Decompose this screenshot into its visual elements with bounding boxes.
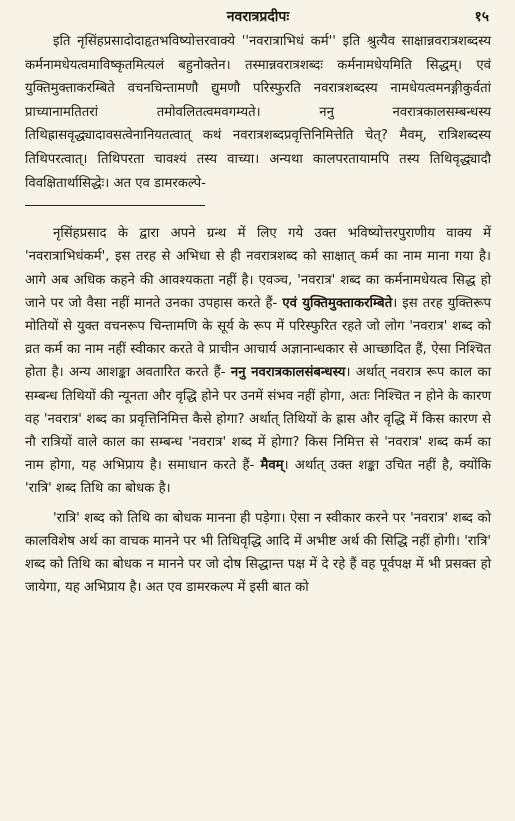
text-run: । अर्थात् नवरात्र रूप काल का सम्बन्ध तिथियों की न्यूनता और वृद्धि होने पर उनमें संभव नहीं होगा, अतः निश्चित न होने के कारण वह 'नवरात्र' शब्द का प्रवृत्तिनिमित्त कैसे होगा? अर्थात् तिथियों के ह्रास और वृद्धि में किस कारण से नौ रात्रियों वाले काल का सम्बन्ध 'नवरात्र' शब्द में होगा? किस निमित्त से 'नवरात्र' शब्द कर्म का नाम होगा, यह अभिप्राय है। समाधान करते हैं- (25, 365, 491, 474)
hindi-paragraph-1 (25, 222, 491, 500)
hindi-paragraph-2 (25, 507, 491, 600)
text-run: 'रात्रि' शब्द को तिथि का बोधक मानना ही पड़ेगा। ऐसा न स्वीकार करने पर 'नवरात्र' शब्द को कालविशेष अर्थ का वाचक मानने पर भी तिथिवृद्धि आदि में अभीष्ट अर्थ की सिद्धि नहीं होगी। 'रात्रि' शब्द को तिथि का बोधक न मानने पर जो दोष सिद्धान्त पक्ष में दे रहे हैं वह पूर्वपक्ष में भी प्रसक्त हो जायेगा, यह अभिप्राय है। अत एव डामरकल्प में इसी बात को (25, 510, 491, 596)
sanskrit-paragraph (25, 30, 491, 195)
sanskrit-text-run: इति नृसिंहप्रसादोदाहृतभविष्योत्तरवाक्ये ''नवरात्राभिधं कर्म'' इति श्रुत्यैव साक्षान्नवरात्रशब्दस्य कर्मनामधेयत्वमाविष्कृतमित्यलं बहुनोक्तेन। तस्मान्नवरात्रशब्दः कर्मनामधेयमिति सिद्धम्। एवं युक्तिमुक्ताकरम्बिते वचनचिन्तामणौ द्युमणौ परिस्फुरति नवरात्रशब्दस्य नामधेयत्वमनङ्गीकुर्वतां प्राच्यानामतितरां तमोवलितत्वमवगम्यते। ननु नवरात्रकालसम्बन्धस्य तिथिह्रासवृद्ध्यादावसत्वेनानियतत्वात् कथं नवरात्रशब्दप्रवृत्तिनिमित्तेति चेत्? मैवम्, रात्रिशब्दस्य तिथिपरत्वात्। तिथिपरता चावश्यं तस्य वाच्या। अन्यथा कालपरतायामपि तस्य तिथिवृद्ध्यादौ विवक्षितार्थासिद्धेः। अत एव डामरकल्पे- (25, 34, 491, 191)
sanskrit-text (25, 30, 491, 195)
hindi-commentary (25, 222, 491, 599)
running-title: नवरात्रप्रदीपः (226, 9, 290, 25)
bold-quote: एवं युक्तिमुक्ताकरम्बिते (282, 295, 393, 311)
bold-quote: मैवम् (260, 458, 284, 474)
page-header (25, 0, 491, 30)
text-run: । इस तरह युक्तिरूप मोतियों से युक्त वचनरूप चिन्तामणि के सूर्य के रूप में परिस्फुरित रहते जो लोग 'नवरात्र' शब्द को व्रत कर्म का नाम नहीं स्वीकार करते वे प्राचीन आचार्य अज्ञानान्धकार से आच्छादित हैं, ऐसा निश्चित होता है। अन्य आशङ्का अवतारित करते हैं- (25, 295, 491, 381)
bold-quote: ननु नवरात्रकालसंबन्धस्य (230, 365, 346, 381)
footnote-divider (25, 205, 205, 206)
text-run: नृसिंहप्रसाद के द्वारा अपने ग्रन्थ में लिए गये उक्त भविष्योत्तरपुराणीय वाक्य में 'नवरात्राभिधंकर्म', इस तरह से अभिधा से ही नवरात्रशब्द को साक्षात् कर्म का नाम माना गया है। आगे अब अधिक कहने की आवश्यकता नहीं है। एवञ्च, 'नवरात्र' शब्द का कर्मनामधेयत्व सिद्ध हो जाने पर जो वैसा नहीं मानते उनका उपहास करते हैं- (25, 226, 491, 311)
text-run: । अर्थात् उक्त शङ्का उचित नहीं है, क्योंकि 'रात्रि' शब्द तिथि का बोधक है। (25, 458, 491, 497)
page-number: १५ (474, 9, 489, 25)
